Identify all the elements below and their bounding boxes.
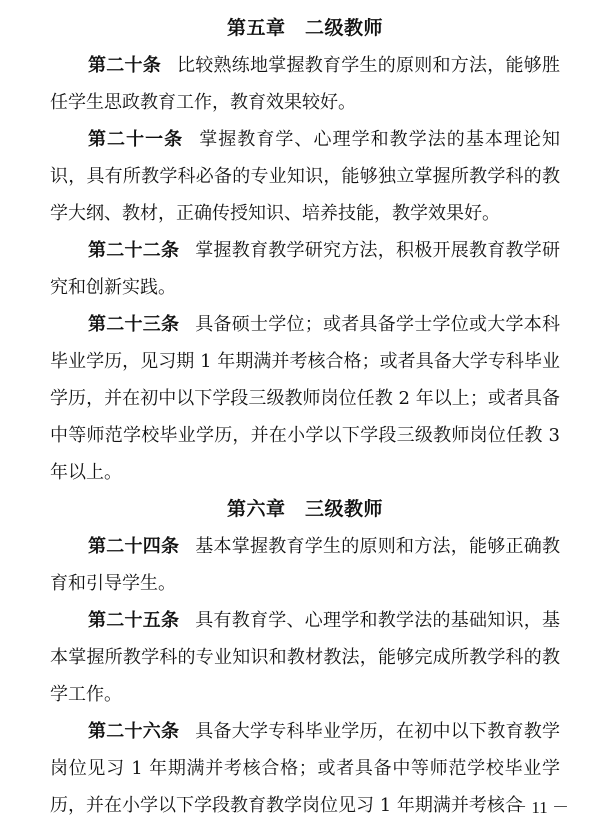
article-text: 掌握教育学、心理学和教学法的基本理论知识，具有所教学科必备的专业知识，能够独立掌握所教学科的教学大纲、教材，正确传授知识、培养技能，教学效果好。 (50, 129, 560, 224)
article-text: 具备大学专科毕业学历，在初中以下教育教学岗位见习 1 年期满并考核合格；或者具备中等师范学校毕业学历，并在小学以下学段教育教学岗位见习 1 年期满并考核合 (50, 721, 560, 816)
article-text: 掌握教育教学研究方法，积极开展教育教学研究和创新实践。 (50, 240, 560, 298)
article-22 (50, 232, 560, 306)
article-25 (50, 602, 560, 713)
article-number: 第二十二条 (88, 240, 180, 261)
article-21 (50, 121, 560, 232)
page-number: － 11 － (510, 798, 569, 817)
chapter-title: 第六章 三级教师 (226, 498, 383, 520)
article-number: 第二十三条 (88, 314, 180, 335)
article-number: 第二十四条 (88, 536, 180, 557)
article-23 (50, 306, 560, 491)
chapter-title: 第五章 二级教师 (226, 17, 383, 39)
article-20 (50, 47, 560, 121)
article-text: 具备硕士学位；或者具备学士学位或大学本科毕业学历，见习期 1 年期满并考核合格；或者具备大学专科毕业学历，并在初中以下学段三级教师岗位任教 2 年以上；或者具备中等师范学校毕业学历，并在小学以下学段三级教师岗位任教 3 年以上。 (50, 314, 560, 483)
document-body (50, 10, 560, 824)
article-number: 第二十条 (88, 55, 161, 76)
article-text: 基本掌握教育学生的原则和方法，能够正确教育和引导学生。 (50, 536, 560, 594)
article-number: 第二十五条 (88, 610, 180, 631)
article-text: 比较熟练地掌握教育学生的原则和方法，能够胜任学生思政教育工作，教育效果较好。 (50, 55, 560, 113)
article-24 (50, 528, 560, 602)
article-26 (50, 713, 560, 824)
article-text: 具有教育学、心理学和教学法的基础知识，基本掌握所教学科的专业知识和教材教法，能够完成所教学科的教学工作。 (50, 610, 560, 705)
article-number: 第二十六条 (88, 721, 180, 742)
article-number: 第二十一条 (88, 129, 184, 150)
